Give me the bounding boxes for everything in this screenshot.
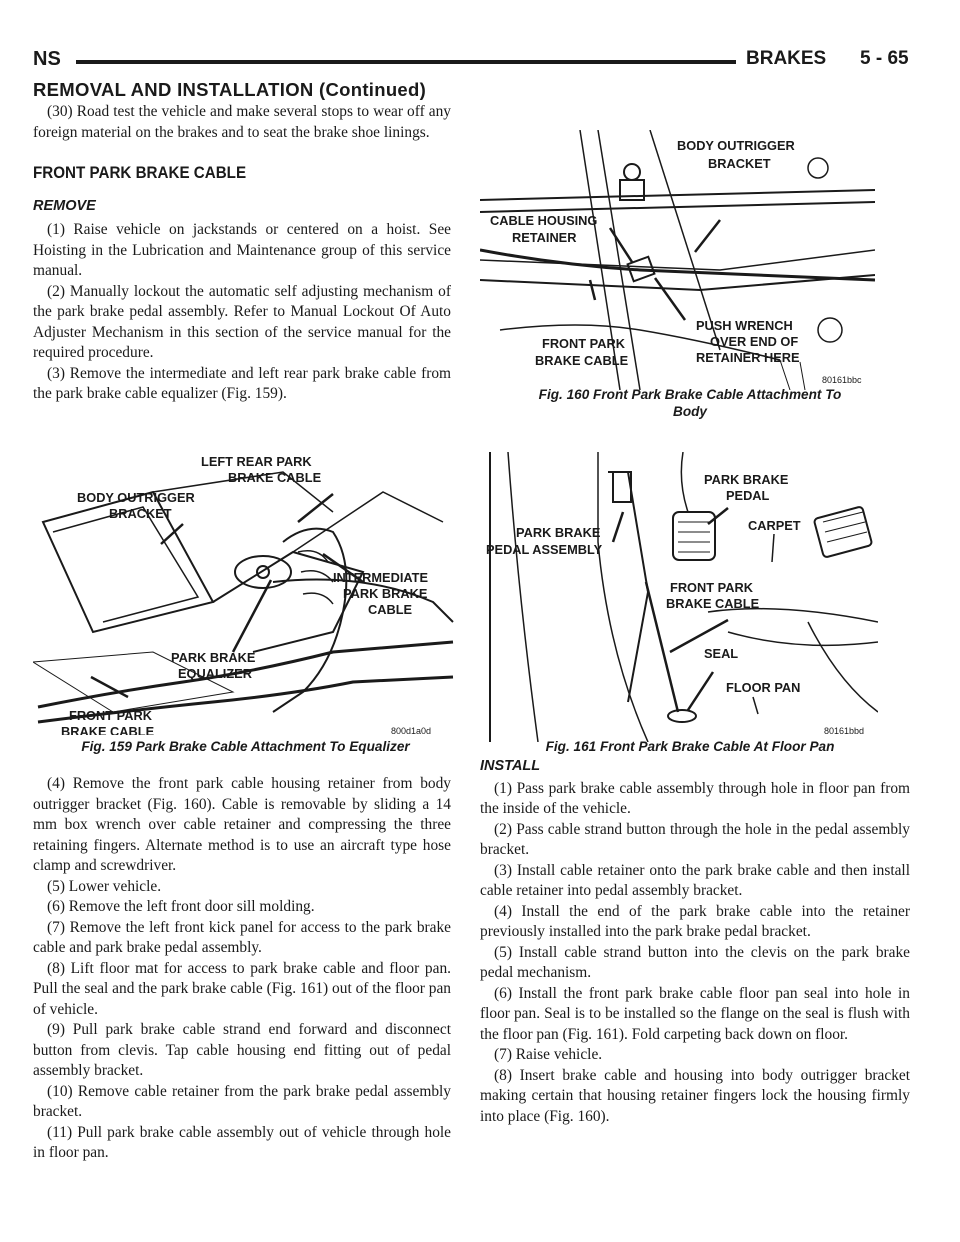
install-step: (1) Pass park brake cable assembly through hole in floor pan from the inside of the vehicle. xyxy=(480,779,910,817)
figure-159 xyxy=(33,452,458,735)
figure-160-caption-line-1: Fig. 160 Front Park Brake Cable Attachment To xyxy=(538,387,842,402)
fig159-label-left-rear: LEFT REAR PARK xyxy=(201,454,312,469)
fig161-label-pedal-2: PEDAL xyxy=(726,488,770,503)
install-step: (6) Install the front park brake cable floor pan seal into hole in floor pan. Seal is to be installed so the flange on the seal is flush with the floor pan (Fig. 161). Fold carpeting back down on floor. xyxy=(480,984,910,1043)
fig160-label-body-outrigger: BODY OUTRIGGER xyxy=(677,138,795,153)
fig160-code: 80161bbc xyxy=(822,375,862,385)
heading-front-park-brake-cable: FRONT PARK BRAKE CABLE xyxy=(33,164,247,182)
remove-step: (1) Raise vehicle on jackstands or centered on a hoist. See Hoisting in the Lubrication and Maintenance group of this service manual. xyxy=(33,221,451,279)
remove-step: (5) Lower vehicle. xyxy=(47,877,162,895)
figure-160-caption-line-2: Body xyxy=(673,404,707,419)
fig161-code: 80161bbd xyxy=(824,726,865,736)
right-column xyxy=(480,756,910,1127)
fig160-label-housing: CABLE HOUSING xyxy=(490,213,598,228)
remove-step: (4) Remove the front park cable housing retainer from body outrigger bracket (Fig. 160). Cable is removable by sliding a 14 mm box wrench over cable retainer and compressing the three retaining fingers. Alternate method is to use an aircraft type hose clamp and screwdriver. xyxy=(33,775,451,874)
step-30: (30) Road test the vehicle and make several stops to wear off any foreign material on the brakes and to seat the brake shoe linings. xyxy=(33,103,451,141)
install-step: (4) Install the end of the park brake cable into the retainer previously installed into the park brake pedal bracket. xyxy=(480,902,910,940)
fig161-label-assembly-2: PEDAL ASSEMBLY xyxy=(486,542,603,557)
left-column xyxy=(33,102,451,405)
fig159-label-equalizer-2: EQUALIZER xyxy=(178,666,252,681)
remove-step: (2) Manually lockout the automatic self adjusting mechanism of the park brake pedal assembly. Refer to Manual Lockout Of Auto Adjuster Mechanism in this section of the service manual for the required procedure. xyxy=(33,282,451,361)
fig160-label-housing-2: RETAINER xyxy=(512,230,577,245)
fig160-label-push: PUSH WRENCH xyxy=(696,318,793,333)
heading-install: INSTALL xyxy=(480,758,541,774)
fig159-label-intermediate-3: CABLE xyxy=(368,602,413,617)
fig161-label-seal: SEAL xyxy=(704,646,739,661)
heading-remove: REMOVE xyxy=(33,197,96,214)
fig159-label-intermediate-2: PARK BRAKE xyxy=(343,586,428,601)
header-rule xyxy=(76,60,736,64)
fig161-label-carpet: CARPET xyxy=(748,518,801,533)
fig159-code: 800d1a0d xyxy=(391,726,432,735)
remove-step: (11) Pull park brake cable assembly out of vehicle through hole in floor pan. xyxy=(33,1123,451,1161)
fig161-label-pedal: PARK BRAKE xyxy=(704,472,789,487)
fig160-label-front-park: FRONT PARK xyxy=(542,336,625,351)
install-step: (7) Raise vehicle. xyxy=(494,1046,603,1063)
fig159-label-front-park-2: BRAKE CABLE xyxy=(61,724,155,735)
figure-160-illustration xyxy=(480,130,875,390)
install-step: (2) Pass cable strand button through the hole in the pedal assembly bracket. xyxy=(480,820,910,858)
fig160-label-push-3: RETAINER HERE xyxy=(696,350,800,365)
fig160-label-front-park-2: BRAKE CABLE xyxy=(535,353,629,368)
remove-step: (6) Remove the left front door sill molding. xyxy=(47,898,315,915)
fig161-label-floor-pan: FLOOR PAN xyxy=(726,680,801,695)
fig161-label-assembly: PARK BRAKE xyxy=(516,525,601,540)
install-step: (3) Install cable retainer onto the park brake cable and then install cable retainer into pedal assembly bracket. xyxy=(480,861,910,899)
fig161-label-front-park: FRONT PARK xyxy=(670,580,753,595)
remove-step: (3) Remove the intermediate and left rear park brake cable from the park brake cable equalizer (Fig. 159). xyxy=(33,364,451,402)
remove-step: (10) Remove cable retainer from the park brake pedal assembly bracket. xyxy=(33,1082,451,1120)
remove-step: (7) Remove the left front kick panel for access to the park brake cable and park brake pedal assembly. xyxy=(33,918,451,956)
fig159-label-left-rear-2: BRAKE CABLE xyxy=(228,470,322,485)
fig159-label-equalizer: PARK BRAKE xyxy=(171,650,256,665)
figure-159-illustration xyxy=(33,452,458,735)
fig159-label-body-outrigger-2: BRACKET xyxy=(109,506,172,521)
install-step: (5) Install cable strand button into the clevis on the park brake pedal mechanism. xyxy=(480,943,910,981)
figure-159-caption: Fig. 159 Park Brake Cable Attachment To Equalizer xyxy=(81,739,410,754)
fig159-label-front-park: FRONT PARK xyxy=(69,708,152,723)
header-section: BRAKES xyxy=(746,48,827,69)
fig159-label-body-outrigger: BODY OUTRIGGER xyxy=(77,490,195,505)
figure-161 xyxy=(478,452,878,742)
fig159-label-intermediate: INTERMEDIATE xyxy=(333,570,429,585)
header-ns: NS xyxy=(33,48,61,70)
fig160-label-body-outrigger-2: BRACKET xyxy=(708,156,771,171)
remove-step: (9) Pull park brake cable strand end forward and disconnect button from clevis. Tap cable housing end fitting out of pedal assembly bracket. xyxy=(33,1021,451,1079)
fig160-label-push-2: OVER END OF xyxy=(710,334,799,349)
section-title: REMOVAL AND INSTALLATION (Continued) xyxy=(33,79,427,100)
remove-step: (8) Lift floor mat for access to park brake cable and floor pan. Pull the seal and the park brake cable (Fig. 161) out of the floor pan of vehicle. xyxy=(33,959,451,1018)
figure-161-caption: Fig. 161 Front Park Brake Cable At Floor Pan xyxy=(545,739,835,754)
figure-161-illustration xyxy=(478,452,878,742)
fig161-label-front-park-2: BRAKE CABLE xyxy=(666,596,760,611)
install-step: (8) Insert brake cable and housing into body outrigger bracket making certain that housing retainer fingers lock the housing firmly into place (Fig. 160). xyxy=(480,1066,910,1125)
figure-160-caption xyxy=(480,386,900,420)
figure-160 xyxy=(480,130,875,390)
page-number: 5 - 65 xyxy=(860,48,909,69)
left-column-continued xyxy=(33,774,451,1164)
